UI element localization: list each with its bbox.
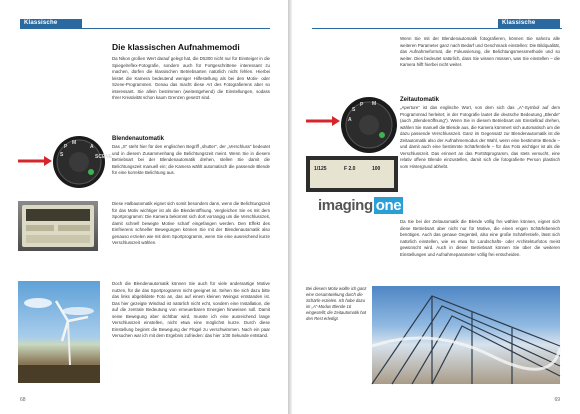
red-arrow-icon (18, 156, 52, 166)
halbautomatik-paragraph: Diese Halbautomatik eignet sich somit besonders dann, wenn die Belichtungszeit für das Motiv wichtiger ist als die Blendenöffnung. Vergleichen Sie es mit dem Sportprogramm: Die Kamera bekommt sich dort vorrangig um die Verschlusszeit, damit schnell bewegte Motive scharf eingefangen werden. Den Effekt des Einfrierens schneller Bewegungen können Sie mit der Blendenautomatik also genauso erzielen wie mit dem Sportprogramm, wenn Sie eine ausreichend kurze Verschlusszeit wählen. (112, 201, 270, 245)
intro-paragraph: Da Nikon großen Wert darauf gelegt hat, die D5300 nicht nur für Einsteiger in die Spiegelreflex-Fotografie, sondern auch für Fortgeschrittene interessant zu machen, dürfen die klassischen Betriebsarten natürlich nicht fehlen. Hierbei leistet die Kamera bedeutend weniger Hilfestellung als bei den Motiv- oder Szene-Programmen. Genau das macht diese Art des Fotografierens aber so interessant. Sie allein bestimmen (weitestgehend) die Einstellungen, sodass Ihrer Kreativität schon kaum Grenzen gesetzt sind. (112, 56, 270, 100)
blendenautomatik-paragraph: Das „S“ steht hier für den englischen Begriff „shutter“, der „Verschluss“ bedeutet und in diesem Zusammenhang die Belichtungszeit meint. Wenn Sie in diesem Betriebsart bei der Blendenautomatik drehen, stellen Sie damit die Belichtungszeit manuell ein; die Kamera wählt automatisch die passende Blende für eine korrekte Belichtung aus. (112, 144, 270, 175)
header-rule (312, 28, 562, 29)
svg-text:S: S (60, 152, 64, 158)
svg-text:P: P (360, 102, 364, 108)
camera-lcd-image (306, 156, 398, 192)
page-title: Die klassischen Aufnahmemodi (112, 42, 240, 52)
svg-text:M: M (372, 101, 377, 107)
section-tag: Klassische Aufnahmemodi (20, 19, 82, 28)
photo-caption: Bei diesem Motiv wollte ich ganz eine Gesamtwirkung durch die Schärfe erzielen. Ich habe dazu im „A“-Modus Blende 16 eingestellt; die Zeitautomatik hat den Rest erledigt. (306, 286, 367, 321)
zeitautomatik-motive-paragraph: Da Sie bei der Zeitautomatik die Blende völlig frei wählen können, eignet sich diese Betriebsart aber nicht nur für Motive, die einen engen Schärfebereich benötigen. Auch das genaue Gegenteil, also eine große Schärfentiefe, lässt sich natürlich einstellen, wie es etwa für Landschafts- oder Architekturfotos meist gewünscht wird. Auch in dieser Betriebsart können Sie über die weiteren Einstellungen und Aufnahmeparameter völlig frei entscheiden. (400, 219, 560, 257)
page-number: 69 (554, 397, 560, 403)
windmill-photo (18, 281, 100, 383)
subheading-zeitautomatik: Zeitautomatik (400, 97, 440, 103)
zeitautomatik-paragraph: „Aperture“ ist das englische Wort, von dem sich das „A“-Symbol auf dem Programmrad herleitet; in der Fotografie lautet die deutsche Bedeutung „Blende“ (auch „Blendenöffnung“). Wenn Sie in diesem Betriebsart am Einstellrad drehen, wählen Sie manuell die Blende aus, die Kamera kümmert sich automatisch um die dazu passende Verschlusszeit. Ganz im Gegensatz zur Blendenautomatik ist die Zeitautomatik also der Aufnahmemodus der Wahl, wenn eine bestimmte Blende – und damit auch eine bestimmte Schärfentiefe – für das Foto wichtiger ist als die Verschlusszeit. Das erinnert an das Porträtprogramm, das stets versucht, eine relativ offene Blende einzustellen, damit sich die fotografierte Person plastisch vom Hintergrund abhebt. (400, 105, 560, 169)
architecture-photo (372, 286, 560, 384)
red-arrow-icon (306, 116, 340, 126)
lcd-shutter-value: 1/125 (314, 166, 327, 172)
svg-text:S: S (352, 107, 356, 113)
header-rule (20, 28, 270, 29)
blendenautomatik-motive-paragraph: Doch die Blendenautomatik können Sie auch für viele andersartige Motive nutzen, für die das Sportprogramm nicht geeignet ist. Sehen Sie sich dazu bitte das links abgebildete Foto an, das auf einem kleinen Weingut entstanden ist. Das hier gezeigte Windrad ist natürlich nicht echt, sondern eine Installation, die auf die zentrale Bedeutung von erneuerbaren Energien hinweisen soll. Damit seine Bewegung aber sichtbar wird, musste ich eine ausreichend lange Verschlusszeit einstellen, nicht etwa eine möglichst kurze. Durch diese Einstellung beginnt die Bewegung der Flügel zu verschwimmen. Nach ein paar Versuchen war ich mit dem Ergebnis zufrieden: das hier 1/30 Sekunde entstand. (112, 281, 270, 338)
intro-paragraph: Wenn Sie mit der Blendenautomatik fotografieren, können Sie nahezu alle weiteren Parameter ganz nach Bedarf und Geschmack einstellen: Die Bildqualität, das Aufnahmeformat, die Fokussierung, die Belichtungsmessmethode und so weiter. Dies bedeutet natürlich, dass Sie wissen müssen, was Sie einstellen – die Kamera hilft hierbei nicht weiter. (400, 36, 560, 67)
svg-text:SCENE: SCENE (95, 154, 113, 160)
subheading-blendenautomatik: Blendenautomatik (112, 136, 165, 142)
lcd-iso-value: 100 (372, 166, 381, 172)
mode-dial-image (50, 134, 113, 190)
page-number: 68 (20, 397, 26, 403)
imagingone-watermark (318, 197, 403, 214)
watermark-suffix: one (375, 197, 402, 214)
mode-dial-image (338, 95, 400, 155)
svg-text:A: A (90, 144, 94, 150)
svg-text:P: P (64, 144, 68, 150)
watermark-text: imaging (318, 197, 373, 214)
lcd-aperture-value: F 2.0 (344, 166, 356, 172)
svg-text:M: M (72, 140, 77, 146)
svg-text:A: A (348, 117, 352, 123)
camera-lcd-image (18, 201, 98, 251)
left-page (0, 0, 288, 414)
section-tag: Klassische Aufnahmemodi (498, 19, 560, 28)
